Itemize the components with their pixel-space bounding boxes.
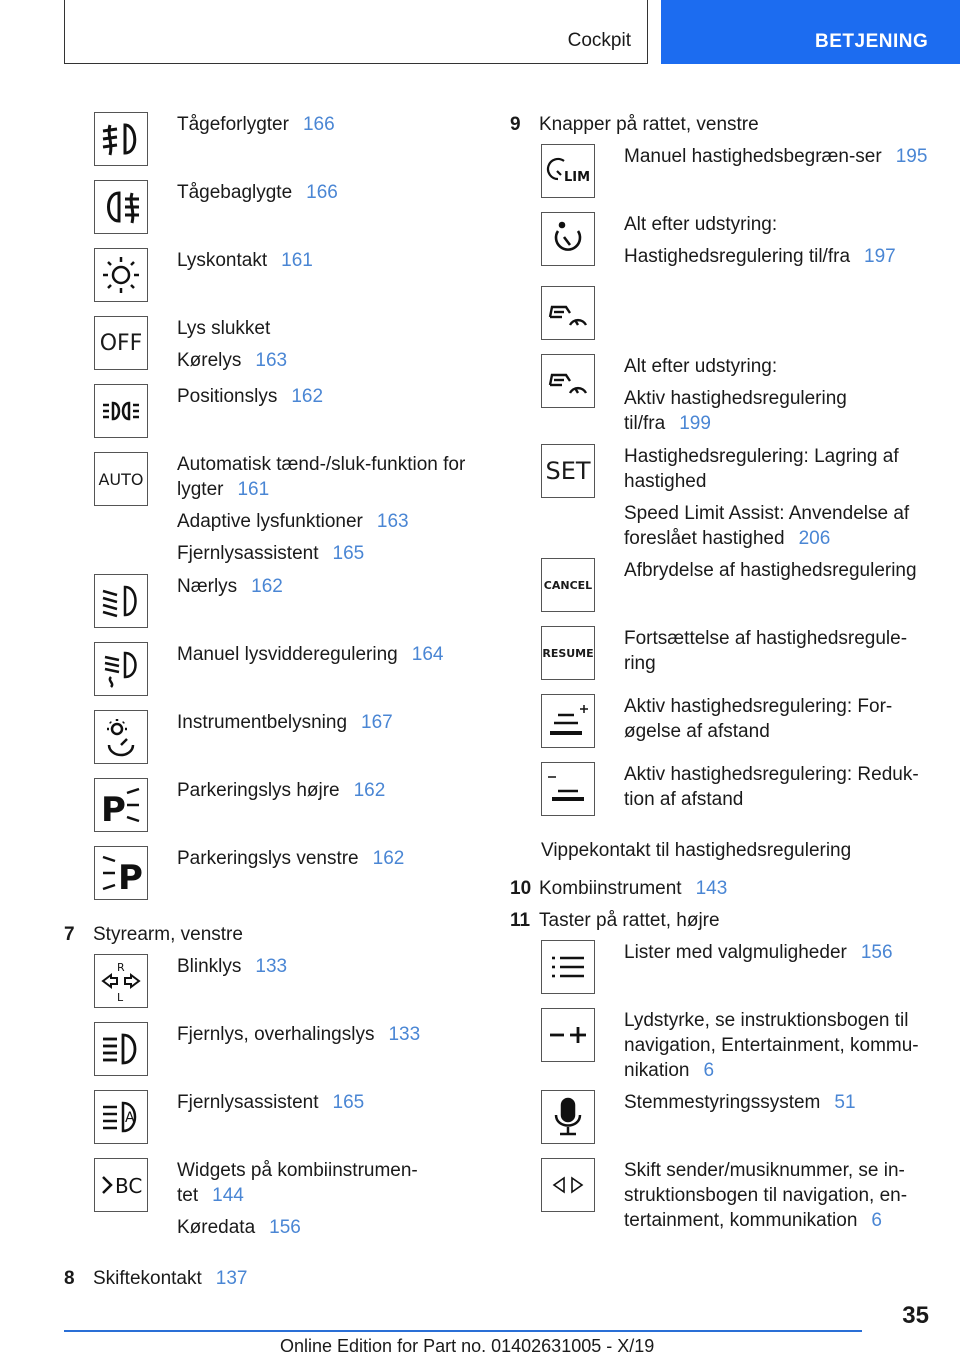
page-ref-link[interactable]: 165 xyxy=(332,543,365,564)
item-text: Køredata xyxy=(177,1217,256,1238)
item-title: Knapper på rattet, venstre xyxy=(539,114,759,135)
page-ref-link[interactable]: 195 xyxy=(895,146,928,167)
icon-label: AUTO xyxy=(98,469,144,489)
list-item-speed-limiter xyxy=(510,144,930,212)
item-text: Blinklys xyxy=(177,956,242,977)
list-item-voice-control xyxy=(510,1090,930,1158)
item-number: 8 xyxy=(64,1268,75,1289)
item-text: Fortsættelse af hastighedsregule-ring xyxy=(624,628,908,674)
instrument-lighting-icon xyxy=(94,710,148,764)
list-item-fog-rear xyxy=(64,180,484,248)
set-icon xyxy=(541,444,595,498)
icon-label: CANCEL xyxy=(543,578,593,592)
page-ref-link[interactable]: 166 xyxy=(306,182,338,203)
footer-divider xyxy=(64,1330,862,1332)
header-section-box xyxy=(64,0,648,64)
page-ref-link[interactable]: 163 xyxy=(376,511,409,532)
item-11-heading xyxy=(510,908,930,940)
item-title: Taster på rattet, højre xyxy=(539,910,720,931)
page-ref-link[interactable]: 133 xyxy=(255,956,288,977)
headlight-range-icon xyxy=(94,642,148,696)
high-beam-assist-icon xyxy=(94,1090,148,1144)
cruise-control-icon xyxy=(541,212,595,266)
list-item-distance-increase xyxy=(510,694,930,762)
item-number: 11 xyxy=(510,910,531,931)
item-number: 9 xyxy=(510,114,521,135)
item-text: Lys slukket xyxy=(177,318,271,339)
fog-rear-icon xyxy=(94,180,148,234)
item-9-heading xyxy=(510,112,930,144)
page-ref-link[interactable]: 199 xyxy=(679,413,711,434)
page-ref-link[interactable]: 161 xyxy=(281,250,313,271)
page-ref-link[interactable]: 144 xyxy=(212,1185,244,1206)
list-item-high-beam-assist xyxy=(64,1090,484,1158)
item-10-heading xyxy=(510,876,930,908)
distance-plus-icon xyxy=(541,694,595,748)
item-text: Adaptive lysfunktioner xyxy=(177,511,363,532)
item-text: Parkeringslys venstre xyxy=(177,848,359,869)
item-7-heading xyxy=(64,922,484,954)
off-icon xyxy=(94,316,148,370)
left-column xyxy=(64,112,484,1291)
item-text: Lydstyrke, se instruktionsbogen til navigation, Entertainment, kommu-nikation xyxy=(624,1010,919,1081)
item-text: Hastighedsregulering til/fra xyxy=(624,246,851,267)
light-switch-icon xyxy=(94,248,148,302)
item-text: Fjernlys, overhalingslys xyxy=(177,1024,375,1045)
parking-right-icon xyxy=(94,778,148,832)
item-text: Skift sender/musiknummer, se in-struktionsbogen til navigation, en-tertainment, kommunikation xyxy=(624,1160,908,1231)
cancel-icon xyxy=(541,558,595,612)
item-text: Aktiv hastighedsregulering til/fra xyxy=(624,388,847,434)
page-number: 35 xyxy=(902,1302,929,1329)
skip-icon xyxy=(541,1158,595,1212)
icon-label: SET xyxy=(545,457,591,485)
list-item-parking-left xyxy=(64,846,484,922)
page-ref-link[interactable]: 167 xyxy=(361,712,393,733)
item-text: Alt efter udstyring: xyxy=(624,214,778,235)
distance-minus-icon xyxy=(541,762,595,816)
page-ref-link[interactable]: 156 xyxy=(860,942,893,963)
item-text: Tågebaglygte xyxy=(177,182,293,203)
list-item-high-beam xyxy=(64,1022,484,1090)
resume-icon xyxy=(541,626,595,680)
icon-label: L xyxy=(117,991,124,1003)
page-ref-link[interactable]: 162 xyxy=(251,576,283,597)
list-item-cancel xyxy=(510,558,930,626)
icon-label: A xyxy=(125,1110,135,1126)
item-text: Fjernlysassistent xyxy=(177,543,319,564)
list-item-widgets xyxy=(64,1158,484,1258)
item-text: Aktiv hastighedsregulering: For-øgelse af afstand xyxy=(624,696,893,742)
item-text: Fjernlysassistent xyxy=(177,1092,319,1113)
list-item-turn-signal xyxy=(64,954,484,1022)
header-chapter-box xyxy=(661,0,960,64)
page-ref-link[interactable]: 143 xyxy=(695,878,728,899)
page-ref-link[interactable]: 6 xyxy=(871,1210,882,1231)
position-light-icon xyxy=(94,384,148,438)
icon-label: OFF xyxy=(99,330,143,356)
list-item-resume xyxy=(510,626,930,694)
item-text: Alt efter udstyring: xyxy=(624,356,778,377)
fog-front-icon xyxy=(94,112,148,166)
list-icon xyxy=(541,940,595,994)
list-item-cruise-control xyxy=(510,212,930,286)
item-text: Hastighedsregulering: Lagring af hastighed xyxy=(624,446,899,492)
page-ref-link[interactable]: 161 xyxy=(237,479,270,500)
list-item-skip-track xyxy=(510,1158,930,1240)
active-cruise-icon xyxy=(541,286,595,340)
bc-icon xyxy=(94,1158,148,1212)
list-item-fog-front xyxy=(64,112,484,180)
item-text: Widgets på kombiinstrumen-tet xyxy=(177,1160,418,1206)
item-text: Stemmestyringssystem xyxy=(624,1092,821,1113)
rocker-switch-text: Vippekontakt til hastighedsregulering xyxy=(541,840,852,861)
page-ref-link[interactable]: 156 xyxy=(269,1217,301,1238)
item-text: Lyskontakt xyxy=(177,250,268,271)
page-ref-link[interactable]: 197 xyxy=(864,246,896,267)
list-item-volume xyxy=(510,1008,930,1090)
page-ref-link[interactable]: 163 xyxy=(255,350,288,371)
page-ref-link[interactable]: 206 xyxy=(798,528,831,549)
list-item-auto-lights xyxy=(64,452,484,574)
icon-label: LIM xyxy=(564,170,590,185)
item-text: Parkeringslys højre xyxy=(177,780,340,801)
item-text: Speed Limit Assist: Anvendelse af foreslået hastighed xyxy=(624,503,910,549)
list-item-position-lights xyxy=(64,384,484,452)
item-text: Tågeforlygter xyxy=(177,114,289,135)
page-ref-link[interactable]: 162 xyxy=(372,848,405,869)
footer-edition: Online Edition for Part no. 01402631005 - X/19 xyxy=(280,1336,655,1356)
list-item-options-list xyxy=(510,940,930,1008)
item-title: Kombiinstrument xyxy=(539,878,682,899)
volume-icon xyxy=(541,1008,595,1062)
icon-label: R xyxy=(117,961,125,974)
icon-label: P xyxy=(118,858,143,895)
page-ref-link[interactable]: 133 xyxy=(388,1024,421,1045)
list-item-set-speed xyxy=(510,444,930,558)
page-ref-link[interactable]: 51 xyxy=(834,1092,856,1113)
page-ref-link[interactable]: 162 xyxy=(353,780,386,801)
item-title: Styrearm, venstre xyxy=(93,924,243,945)
item-text: Lister med valgmuligheder xyxy=(624,942,847,963)
list-item-distance-decrease xyxy=(510,762,930,838)
parking-left-icon xyxy=(94,846,148,900)
item-8-heading xyxy=(64,1266,484,1291)
icon-label: BC xyxy=(115,1174,143,1198)
high-beam-icon xyxy=(94,1022,148,1076)
item-text: Positionslys xyxy=(177,386,278,407)
item-text: Manuel hastighedsbegræn-ser xyxy=(624,146,882,167)
microphone-icon xyxy=(541,1090,595,1144)
item-text: Nærlys xyxy=(177,576,238,597)
header-chapter-title: BETJENING xyxy=(815,31,929,52)
page-ref-link[interactable]: 137 xyxy=(215,1268,248,1289)
list-item-low-beam xyxy=(64,574,484,642)
item-number: 7 xyxy=(64,924,75,945)
page-ref-link[interactable]: 166 xyxy=(302,114,335,135)
item-text: Kørelys xyxy=(177,350,242,371)
list-item-headlight-range xyxy=(64,642,484,710)
page-ref-link[interactable]: 165 xyxy=(332,1092,365,1113)
list-item-lights-off xyxy=(64,316,484,384)
turn-signal-icon xyxy=(94,954,148,1008)
header-section-title: Cockpit xyxy=(567,30,631,51)
list-item-instrument-lighting xyxy=(64,710,484,778)
item-title: Skiftekontakt xyxy=(93,1268,202,1289)
list-item-active-cruise xyxy=(510,286,930,354)
active-cruise-icon-2 xyxy=(541,354,595,408)
item-number: 10 xyxy=(510,878,532,899)
item-text: Instrumentbelysning xyxy=(177,712,348,733)
page-ref-link[interactable]: 164 xyxy=(411,644,444,665)
item-text: Manuel lysvidderegulering xyxy=(177,644,398,665)
icon-label: RESUME xyxy=(542,646,594,660)
item-text: Afbrydelse af hastighedsregulering xyxy=(624,560,917,581)
list-item-light-switch xyxy=(64,248,484,316)
list-item-parking-right xyxy=(64,778,484,846)
icon-label: P xyxy=(101,790,126,827)
right-column xyxy=(510,112,930,1240)
page-ref-link[interactable]: 6 xyxy=(703,1060,715,1081)
page-ref-link[interactable]: 162 xyxy=(291,386,324,407)
auto-icon xyxy=(94,452,148,506)
item-text: Automatisk tænd-/sluk-funktion for lygter xyxy=(177,454,466,500)
list-item-active-cruise-toggle xyxy=(510,354,930,444)
lim-icon xyxy=(541,144,595,198)
low-beam-icon xyxy=(94,574,148,628)
item-text: Aktiv hastighedsregulering: Reduk-tion af afstand xyxy=(624,764,919,810)
